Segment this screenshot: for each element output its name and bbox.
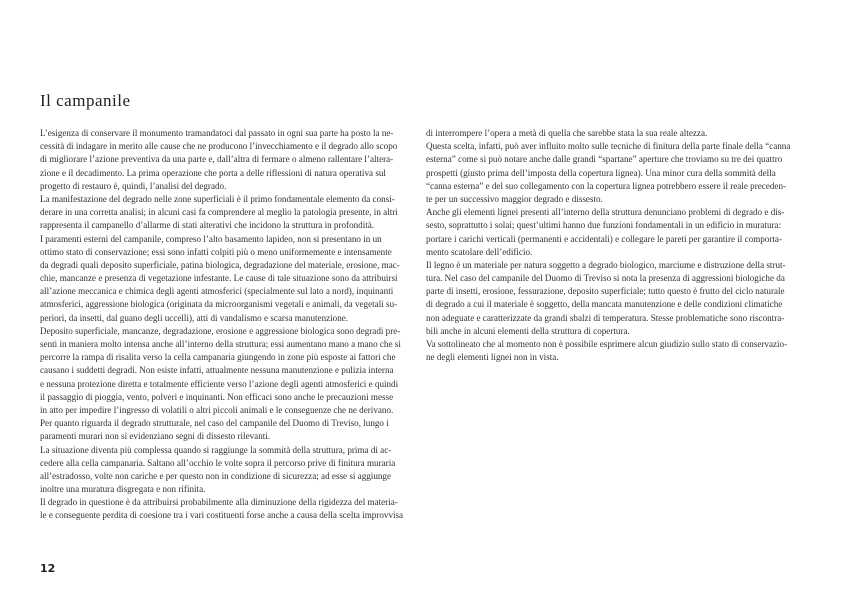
right-text-column: [426, 127, 810, 364]
text-line: all’estradosso, volte non cariche e per questo non in condizione di sicurezza; ad esse si aggiunge: [40, 470, 392, 481]
text-line: Va sottolineato che al momento non è possibile esprimere alcun giudizio sullo stato di conservazio-: [426, 339, 788, 349]
text-line: all’azione meccanica e chimica degli agenti atmosferici (specialmente sul lato a nord), inquinanti: [40, 286, 394, 297]
text-line: Deposito superficiale, mancanze, degradazione, erosione e aggressione biologica sono degradi pre-: [40, 325, 401, 336]
page-title: Il campanile: [40, 91, 131, 110]
text-line: da degradi quali deposito superficiale, patina biologica, degradazione del materiale, erosione, mac-: [40, 259, 400, 270]
text-line: cessità di indagare in merito alle cause che ne producono l’invecchiamento e il degrado allo scopo: [40, 141, 398, 152]
text-line: Per quanto riguarda il degrado strutturale, nel caso del campanile del Duomo di Treviso, lungo i: [40, 418, 389, 429]
text-line: sesto, soprattutto i solai; quest’ultimi hanno due funzioni fondamentali in un edificio in muratura:: [426, 220, 782, 231]
text-line: le e conseguente perdita di coesione tra i vari costituenti forse anche a causa della scelta improvvisa: [40, 510, 404, 521]
text-line: ne degli elementi lignei non in vista.: [426, 352, 559, 363]
text-line: Il legno è un materiale per natura soggetto a degrado biologico, marciume e distruzione della strut-: [426, 259, 786, 270]
text-line: inoltre una muratura disgregata e non rifinita.: [40, 484, 206, 495]
text-line: il passaggio di pioggia, vento, polveri e inquinanti. Non efficaci sono anche le precauzioni messe: [40, 391, 394, 402]
left-text-column: [40, 127, 423, 523]
text-line: “canna esterna” e del suo collegamento con la copertura lignea potrebbero essere il reale preceden-: [426, 180, 787, 191]
text-line: tura. Nel caso del campanile del Duomo di Treviso si nota la presenza di aggressioni biologiche da: [426, 273, 785, 284]
text-line: progetto di restauro è, quindi, l’analisi del degrado.: [40, 180, 227, 191]
text-line: paramenti murari non si evidenziano segni di dissesto rilevanti.: [40, 431, 271, 442]
text-line: L’esigenza di conservare il monumento tramandatoci dal passato in ogni sua parte ha posto la ne-: [40, 128, 394, 138]
text-line: non adeguate e caratterizzate da grandi sbalzi di temperatura. Stesse problematiche sono riscontra-: [426, 312, 785, 323]
text-line: di degrado a cui il materiale è soggetto, della mancata manutenzione e delle condizioni climatiche: [426, 299, 783, 310]
text-line: mento scatolare dell’edificio.: [426, 246, 533, 257]
text-line: bili anche in alcuni elementi della struttura di copertura.: [426, 325, 630, 336]
text-line: rappresenta il campanello d’allarme di stati alterativi che incidono la struttura in profondità.: [40, 220, 375, 231]
text-line: percorre la rampa di risalita verso la cella campanaria giungendo in zone più esposte ai fattori che: [40, 352, 396, 363]
text-line: zione e il decadimento. La prima operazione che porta a delle riflessioni di natura operativa sul: [40, 167, 386, 178]
text-line: ottimo stato di conservazione; essi sono infatti colpiti più o meno uniformemente e intensamente: [40, 246, 392, 257]
text-line: te per un successivo maggior degrado e dissesto.: [426, 193, 603, 204]
text-line: chie, mancanze e presenza di vegetazione infestante. Le cause di tale situazione sono da attribuirsi: [40, 273, 398, 284]
text-line: Il degrado in questione è da attribuirsi probabilmente alla diminuzione della rigidezza del materia-: [40, 497, 398, 508]
text-line: I paramenti esterni del campanile, compreso l’alto basamento lapideo, non si presentano in un: [40, 233, 382, 244]
text-line: in atto per impedire l’ingresso di volatili o altri piccoli animali e le conseguenze che ne derivano.: [40, 404, 394, 415]
text-line: portare i carichi verticali (permanenti e accidentali) e collegare le pareti per garantire il comporta-: [426, 233, 782, 244]
text-line: Questa scelta, infatti, può aver influito molto sulle tecniche di finitura della parte finale della “canna: [426, 141, 791, 152]
text-line: parte di insetti, erosione, fessurazione, deposito superficiale; tutto questo è frutto del ciclo naturale: [426, 286, 785, 297]
text-line: cedere alla cella campanaria. Saltano all’occhio le volte sopra il percorso prive di finitura muraria: [40, 457, 396, 468]
text-line: esterna” come si può notare anche dalle grandi “spartane” aperture che troviamo su tre dei quattro: [426, 154, 783, 165]
text-line: periori, da insetti, dal guano degli uccelli), atti di vandalismo e scarsa manutenzione.: [40, 312, 349, 323]
text-line: e nessuna protezione diretta e totalmente efficiente verso l’azione degli agenti atmosferici e quindi: [40, 378, 399, 389]
page-number: 12: [40, 562, 56, 575]
text-line: Anche gli elementi lignei presenti all’interno della struttura denunciano problemi di degrado e dis-: [426, 207, 785, 218]
text-line: senti in maniera molto intensa anche all’interno della struttura; essi aumentano mano a mano che si: [40, 339, 401, 349]
text-line: atmosferici, aggressione biologica (originata da microorganismi vegetali e animali, da vegetali su-: [40, 299, 398, 310]
text-line: causano i suddetti degradi. Non esiste infatti, attualmente nessuna manutenzione e pulizia interna: [40, 365, 394, 376]
text-line: di interrompere l’opera a metà di quella che sarebbe stata la sua reale altezza.: [426, 128, 708, 138]
text-line: La situazione diventa più complessa quando si raggiunge la sommità della struttura, prima di ac-: [40, 444, 392, 455]
text-line: prospetti (giusto prima dell’imposta della copertura lignea). Una minor cura della sommità della: [426, 167, 776, 178]
text-line: di migliorare l’azione preventiva da una parte e, dall’altra di fermare o almeno rallentare l’altera-: [40, 154, 394, 165]
text-line: La manifestazione del degrado nelle zone superficiali è il primo fondamentale elemento da consi-: [40, 193, 395, 204]
text-line: derare in una corretta analisi; in alcuni casi fa comprendere al meglio la patologia presente, in altri: [40, 207, 398, 218]
